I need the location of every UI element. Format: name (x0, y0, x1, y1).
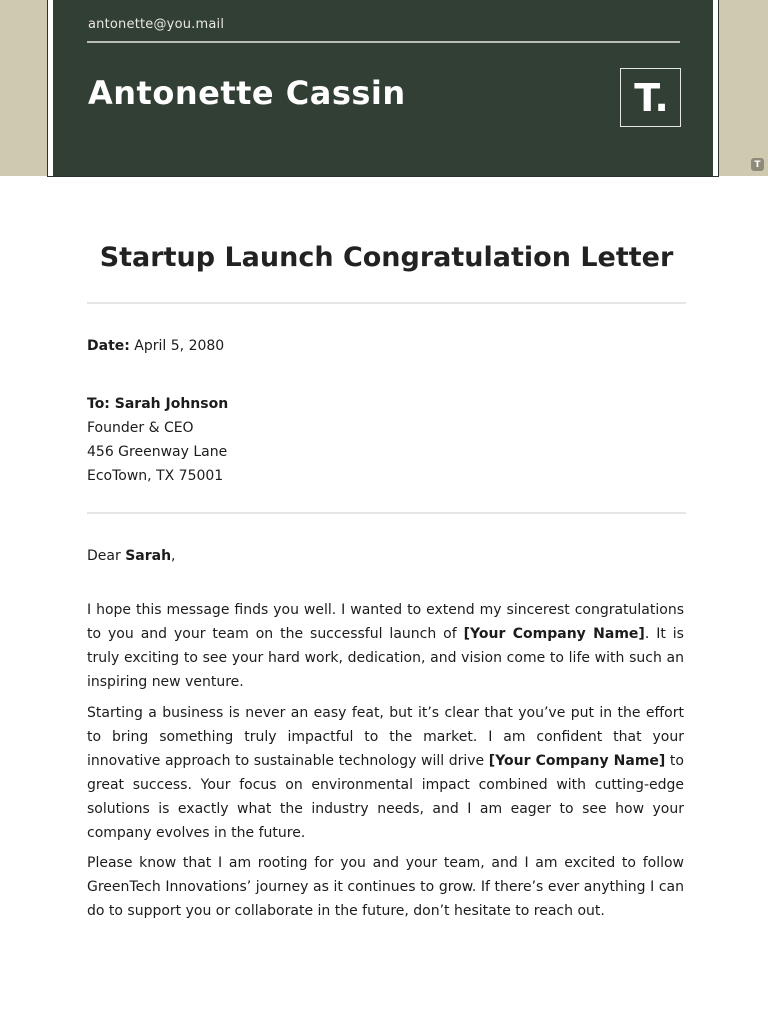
recipient-name: To: Sarah Johnson (87, 396, 229, 412)
p2-text-a: Starting a business is never an easy feat, but it’s clear that you’ve put in the effort to bring something truly impactful to the market. I am confident that your innovative approach to sustainable technology will drive (87, 705, 684, 769)
recipient-city: EcoTown, TX 75001 (87, 468, 224, 484)
sender-email: antonette@you.mail (88, 17, 225, 32)
paragraph-1 (87, 598, 684, 694)
greeting-suffix: , (171, 548, 176, 564)
greeting-name: Sarah (125, 548, 172, 564)
address-divider (87, 512, 686, 514)
p2-text-c: to great success. Your focus on environmental impact combined with cutting-edge solutions is exactly what the industry needs, and I am eager to see how your company evolves in the future. (87, 753, 684, 841)
template-badge-icon: T (751, 158, 764, 171)
sender-name: Antonette Cassin (88, 74, 406, 112)
p1-text-c: . It is truly exciting to see your hard work, dedication, and vision come to life with such an inspiring new venture. (87, 626, 684, 690)
letter-title: Startup Launch Congratulation Letter (99, 242, 674, 273)
date-value: April 5, 2080 (129, 338, 225, 354)
logo-letter: T. (634, 75, 669, 120)
paragraph-3: Please know that I am rooting for you and your team, and I am excited to follow GreenTech Innovations’ journey as it continues to grow. If there’s ever anything I can do to support you or collaborate in the future, don’t hesitate to reach out. (87, 855, 684, 919)
recipient-title: Founder & CEO (87, 420, 194, 436)
letter-date (87, 338, 224, 354)
p2-company: [Your Company Name] (488, 753, 666, 769)
email-divider (87, 41, 680, 43)
p1-text-a: I hope this message finds you well. I wanted to extend my sincerest congratulations to you and your team on the successful launch of (87, 602, 684, 642)
greeting (87, 548, 176, 564)
recipient-address (87, 392, 228, 488)
logo (620, 68, 681, 127)
greeting-prefix: Dear (87, 548, 126, 564)
recipient-street: 456 Greenway Lane (87, 444, 228, 460)
date-label: Date: (87, 338, 130, 354)
paragraph-2 (87, 701, 684, 845)
title-divider (87, 302, 686, 304)
letterhead (48, 0, 718, 176)
p1-company: [Your Company Name] (463, 626, 645, 642)
